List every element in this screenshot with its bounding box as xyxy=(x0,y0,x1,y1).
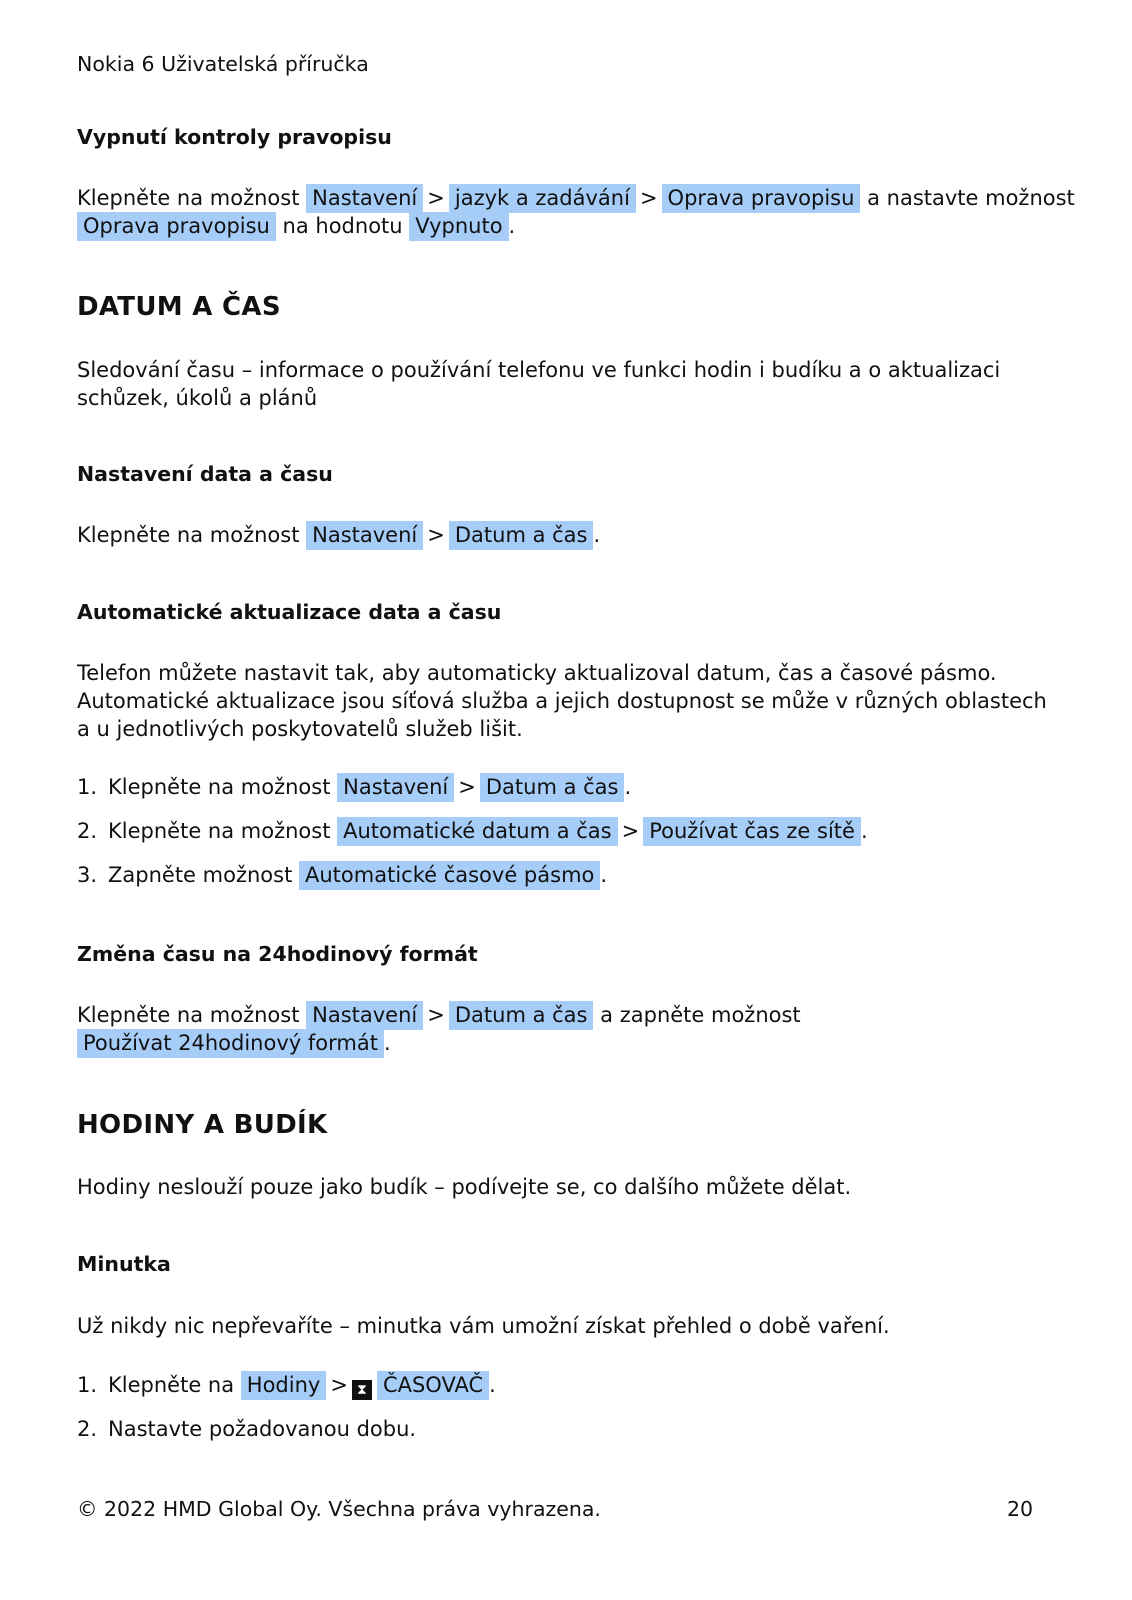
paragraph-minutka-intro xyxy=(77,1312,1067,1340)
ui-label-automaticke-datum: Automatické datum a čas xyxy=(337,817,617,846)
ui-label-automaticke-pasmo: Automatické časové pásmo xyxy=(299,861,600,890)
list-item xyxy=(77,775,631,799)
ui-label-casovac: ČASOVAČ xyxy=(377,1371,489,1400)
text: Klepněte na možnost xyxy=(77,523,300,547)
separator: > xyxy=(458,775,476,799)
text: a zapněte možnost xyxy=(600,1003,801,1027)
heading-hodiny-a-budik: HODINY A BUDÍK xyxy=(77,1110,328,1140)
ui-label-nastaveni: Nastavení xyxy=(337,773,454,802)
ui-label-pouzivat-cas: Používat čas ze sítě xyxy=(643,817,861,846)
ui-label-vypnuto: Vypnuto xyxy=(409,212,508,241)
text: Telefon můžete nastavit tak, aby automaticky aktualizoval datum, čas a časové pásmo. xyxy=(77,661,997,685)
text: Klepněte na možnost xyxy=(77,1003,300,1027)
paragraph-set-date-time xyxy=(77,521,1067,549)
text: . xyxy=(624,775,632,799)
ui-label-datum-a-cas: Datum a čas xyxy=(480,773,625,802)
running-title: Nokia 6 Uživatelská příručka xyxy=(77,52,369,76)
list-number: 2. xyxy=(77,819,98,843)
ui-label-24h: Používat 24hodinový formát xyxy=(77,1029,384,1058)
text: Klepněte na možnost xyxy=(77,186,300,210)
ui-label-nastaveni: Nastavení xyxy=(306,521,423,550)
text: Automatické aktualizace jsou síťová služba a jejich dostupnost se může v různých oblastech xyxy=(77,689,1047,713)
heading-datum-a-cas: DATUM A ČAS xyxy=(77,292,281,322)
paragraph-datum-intro xyxy=(77,356,1067,412)
list-item xyxy=(77,1417,416,1441)
list-number: 1. xyxy=(77,775,98,799)
text: Klepněte na xyxy=(108,1373,235,1397)
separator: > xyxy=(427,1003,445,1027)
ui-label-jazyk: jazyk a zadávání xyxy=(449,184,636,213)
ui-label-datum-a-cas: Datum a čas xyxy=(449,521,594,550)
separator: > xyxy=(621,819,640,843)
list-number: 1. xyxy=(77,1373,98,1397)
text: . xyxy=(600,863,608,887)
paragraph-24h-format xyxy=(77,1001,1067,1057)
text: Hodiny neslouží pouze jako budík – podívejte se, co dalšího můžete dělat. xyxy=(77,1175,852,1199)
separator: > xyxy=(427,186,445,210)
paragraph-spell-check xyxy=(77,184,1075,240)
text: schůzek, úkolů a plánů xyxy=(77,386,318,410)
text: Zapněte možnost xyxy=(108,863,293,887)
list-item xyxy=(77,1373,496,1400)
ui-label-hodiny: Hodiny xyxy=(241,1371,327,1400)
text: . xyxy=(860,819,868,843)
text: Klepněte na možnost xyxy=(108,819,331,843)
text: a u jednotlivých poskytovatelů služeb lišit. xyxy=(77,717,523,741)
heading-24h-format: Změna času na 24hodinový formát xyxy=(77,942,478,966)
list-item xyxy=(77,863,607,887)
text: . xyxy=(383,1031,391,1055)
text: . xyxy=(508,214,516,238)
heading-spell-check: Vypnutí kontroly pravopisu xyxy=(77,125,392,149)
text: Už nikdy nic nepřevaříte – minutka vám umožní získat přehled o době vaření. xyxy=(77,1314,890,1338)
footer-copyright: © 2022 HMD Global Oy. Všechna práva vyhrazena. xyxy=(77,1497,601,1521)
hourglass-icon: ⧗ xyxy=(352,1380,372,1400)
paragraph-auto-update xyxy=(77,659,1067,743)
heading-set-date-time: Nastavení data a času xyxy=(77,462,333,486)
text: Klepněte na možnost xyxy=(108,775,331,799)
ui-label-oprava-pravopisu: Oprava pravopisu xyxy=(77,212,276,241)
separator: > xyxy=(330,1373,348,1397)
paragraph-hodiny-intro xyxy=(77,1173,1067,1201)
heading-auto-update: Automatické aktualizace data a času xyxy=(77,600,502,624)
list-number: 2. xyxy=(77,1417,98,1441)
text: a nastavte možnost xyxy=(867,186,1075,210)
text: Sledování času – informace o používání telefonu ve funkci hodin i budíku a o aktualizaci xyxy=(77,358,1001,382)
list-number: 3. xyxy=(77,863,98,887)
ui-label-oprava-pravopisu: Oprava pravopisu xyxy=(662,184,861,213)
ui-label-nastaveni: Nastavení xyxy=(306,184,423,213)
text: Nastavte požadovanou dobu. xyxy=(108,1417,417,1441)
heading-minutka: Minutka xyxy=(77,1252,171,1276)
text: . xyxy=(489,1373,496,1397)
separator: > xyxy=(427,523,445,547)
ui-label-datum-a-cas: Datum a čas xyxy=(449,1001,594,1030)
text: . xyxy=(593,523,601,547)
list-item xyxy=(77,819,868,843)
page-number: 20 xyxy=(1007,1497,1034,1521)
ui-label-nastaveni: Nastavení xyxy=(306,1001,423,1030)
separator: > xyxy=(639,186,658,210)
text: na hodnotu xyxy=(282,214,403,238)
